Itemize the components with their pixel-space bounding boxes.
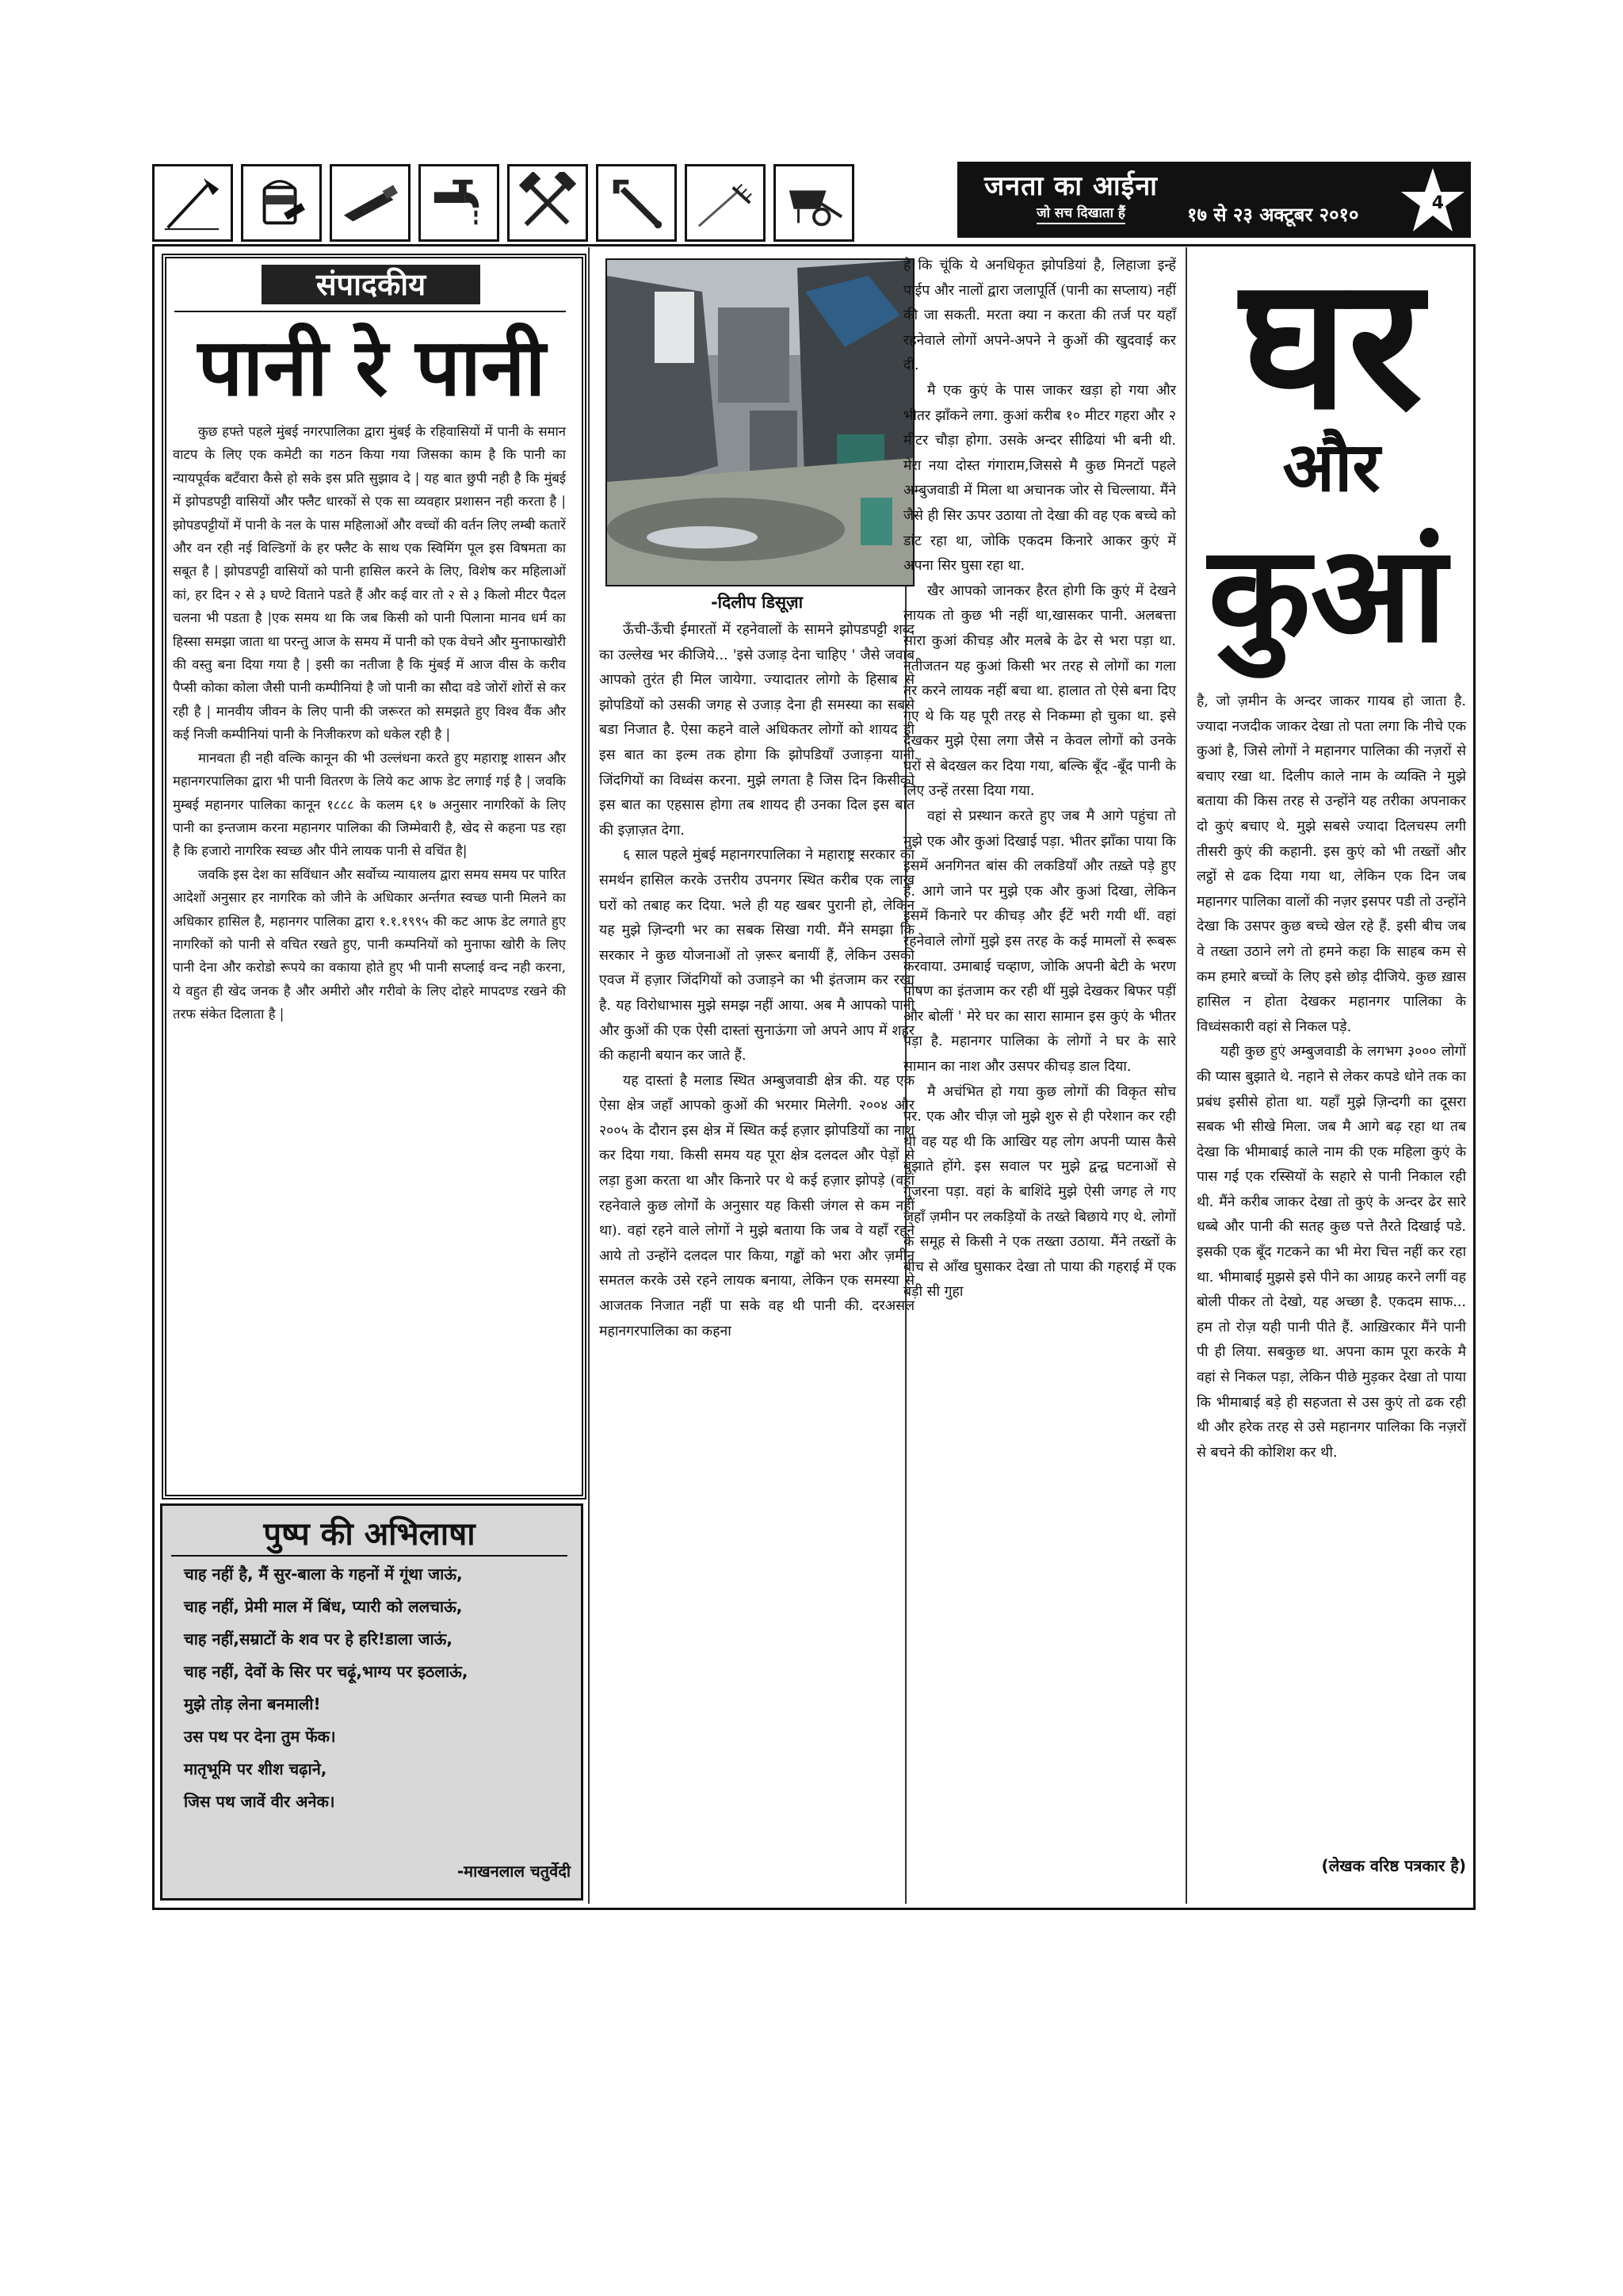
article-paragraph: यही कुछ हुएं अम्बुजवाडी के लगभग ३००० लोगों की प्यास बुझाते थे. नहाने से लेकर कपडे धोने तक का प्रबंध इसीसे होता था. यहाँ मुझे ज़िन्दगी का दूसरा सबक भी सीखे मिला. जब मै आगे बढ़ रहा था तब देखा कि भीमाबाई काले नाम की एक महिला कुएं के पास गई एक रस्सियों के सहारे से पानी निकाल रही थी. मैंने करीब जाकर देखा तो कुएं के अन्दर ढेर सारे धब्बे और पानी की सतह कुछ पत्ते तैरते दिखाई पडे. इसकी एक बूँद गटकने का भी मेरा चित्त नहीं कर रहा था. भीमाबाई मुझसे इसे पीने का आग्रह करने लगीं वह बोली पीकर तो देखो, यह अच्छा है. एकदम साफ... हम तो रोज़ यही पानी पीते हैं. आख़िरकार मैंने पानी पी ही लिया. सबकुछ था. अपना काम पूरा करके मै वहां से निकल पड़ा, लेकिन पीछे मुड़कर देखा तो पाया कि भीमाबाई बड़े ही सहजता से उस कुएं तो ढक रही थी और हरेक तरह से उसे महानगर पालिका कि नज़रों से बचने की कोशिश कर थी. — [1197, 1044, 1466, 1461]
poem-line: चाह नहीं, देवों के सिर पर चढ़ूं,भाग्य पर इठलाऊं, — [184, 1662, 468, 1681]
article-title-aur: और — [1282, 428, 1381, 507]
poem-line: मुझे तोड़ लेना बनमाली! — [184, 1694, 321, 1713]
poem-line: चाह नहीं, प्रेमी माल में बिंध, प्यारी को ललचाऊं, — [184, 1597, 463, 1616]
poem-author: -माखनलाल चतुर्वेदी — [456, 1862, 571, 1881]
poem-line: मातृभूमि पर शीश चढ़ाने, — [184, 1759, 327, 1778]
article-column-4 — [1197, 690, 1466, 1465]
article-title-ghar: घर — [1239, 239, 1423, 450]
article-paragraph: है कि चूंकि ये अनधिकृत झोपडियां है, लिहाजा इन्हें पाईप और नालों द्वारा जलापूर्ति (पानी का सप्लाय) नहीं की जा सकती. मरता क्या न करता की तर्ज पर यहाँ रहनेवाले लोगों अपने-अपने ने कुओं की खुदवाई कर दी. — [903, 258, 1176, 374]
newspaper-name: जनता का आईना — [984, 170, 1158, 202]
hoe-icon — [152, 164, 233, 242]
article-byline: -दिलीप डिसूज़ा — [710, 593, 804, 612]
article-paragraph: यह दास्तां है मलाड स्थित अम्बुजवाडी क्षेत्र की. यह एक ऐसा क्षेत्र जहाँ आपको कुओं की भरमार मिलेगी. २००४ और २००५ के दौरान इस क्षेत्र में स्थित कई हज़ार झोपडियों का नाश कर दिया गया. किसी समय यह पूरा क्षेत्र दलदल और पेड़ों से लड़ा हुआ करता था और किनारे पर थे कई हज़ार झोपड़े (वहां रहनेवाले कुछ लोगोंं के अनुसार यह किसी जंगल से कम नहीं था). वहां रहने वाले लोगों ने मुझे बताया कि जब वे यहाँ रहने आये तो उन्होंने दलदल पार किया, गड्ढों को भरा और ज़मीन समतल करके उसे रहने लायक बनाया, लेकिन एक समस्या से आजतक निजात नहीं पा सके वह थी पानी की. दरअसल महानगरपालिका का कहना — [599, 1072, 915, 1339]
issue-date: १७ से २३ अक्टूबर २०१० — [1187, 204, 1359, 226]
column-divider — [588, 247, 590, 1904]
crossed-hammers-icon — [507, 164, 588, 242]
author-note: (लेखक वरिष्ठ पत्रकार है) — [1321, 1856, 1466, 1875]
page-number: 4 — [1431, 193, 1444, 213]
article-paragraph: है, जो ज़मीन के अन्दर जाकर गायब हो जाता है. ज्यादा नजदीक जाकर देखा तो पता लगा कि नीचे एक कुआं है, जिसे लोगों ने महानगर पालिका की नज़रों से बचाए रखा था. दिलीप काले नाम के व्यक्ति ने मुझे बताया की किस तरह से उन्होंने यह तरीका अपनाकर दो कुएं बचाए थे. मुझे सबसे ज्यादा दिलचस्प लगी तीसरी कुएं की कहानी. इस कुएं को भी तख्तों और लट्ठों से ढक दिया गया था, लेकिन एक दिन जब महानगर पालिका वालों की नज़र इसपर पडी तो उन्होंने देखा कि उसपर कुछ बच्चे खेल रहे हैं. इसी बीच जब वे तख्ता उठाने लगे तो हमने कहा कि साहब कम से कम हमारे बच्चों के लिए इसे छोड़ दीजिये. कुछ ख़ास हासिल न होता देखकर महानगर पालिका के विध्वंसकारी वहां से निकल पड़े. — [1197, 693, 1466, 1035]
poem-title: पुष्प की अभिलाषा — [263, 1516, 475, 1553]
article-paragraph: मै अचंभित हो गया कुछ लोगों की विकृत सोच पर. एक और चीज़ जो मुझे शुरु से ही परेशान कर रही थी वह यह थी कि आखिर यह लोग अपनी प्यास कैसे बुझाते होंगे. इस सवाल पर मुझे द्वन्द्व घटनाओं से गुजरना पड़ा. वहां के बाशिंदे मुझे ऐसी जगह ले गए जहाँ ज़मीन पर लकड़ियों के तख्ते बिछाये गए थे. लोगों के समूह से किसी ने एक तख्ता उठाया. मैंने तख्तों के बीच से आँख घुसाकर देखा तो पाया की गहराई में एक बड़ी सी गुहा — [903, 1083, 1176, 1301]
masthead — [957, 162, 1471, 238]
editorial-body — [173, 420, 566, 1026]
saw-icon — [330, 164, 411, 242]
article-title-kuan: कुआं — [1208, 517, 1447, 672]
water-tap-icon — [418, 164, 499, 242]
article-column-3 — [903, 254, 1176, 1305]
editorial-label: संपादकीय — [262, 265, 480, 304]
editorial-paragraph: कुछ हफ्ते पहले मुंबई नगरपालिका द्वारा मुंबई के रहिवासियों में पानी के समान वाटप के लिए एक कमेटी का गठन किया गया जिसका काम है कि पानी का न्यायपूर्वक बटँवारा कैसे हो सके इस प्रति सुझाव दे | यह बात छुपी नही है कि मुंबई में झोपडपट्टी वासियों और फ्लैट धारकों से एक सा व्यवहार प्रशासन नही करता है | झोपडपट्टीयों में पानी के नल के पास महिलाओं और वच्चों की वर्तन लिए लम्बी कतारें और वन रही नई विल्डिगों के हर फ्लैट के साथ एक स्विमिंग पूल इस विषमता का सबूत है | झोपडपट्टी वासियों को पानी हासिल करने के लिए, विशेष कर महिलाओं कां, हर दिन २ से ३ घण्टे विताने पडते हैं और कई वार तो २ से ३ किलो मीटर पैदल चलना भी पडता है |एक समय था कि जब किसी को पानी पिलाना मानव धर्म का हिस्सा समझा जाता था परन्तु आज के समय में पानी को एक वेचने और मुनाफाखोरी की वस्तु बना दिया गया है | इसी का नतीजा है कि मुंबई में आज वीस के करीव पैप्सी कोका कोला जैसी पानी कम्पीनियां है जो पानी का सौदा वडे जोरों शोरों से कर रही है | मानवीय जीवन के लिए पानी की जरूरत को समझते हुए विश्व वैंक और कई निजी कम्पीनियां पानी के निजीकरण को धकेल रही है | — [173, 424, 566, 743]
article-paragraph: वहां से प्रस्थान करते हुए जब मै आगे पहुंचा तो मुझे एक और कुआं दिखाई पड़ा. भीतर झाँका पाया कि इसमें अनगिनत बांस की लकडियाँ और तख़्ते पड़े हुए हैं. आगे जाने पर मुझे एक और कुआं दिखा, लेकिन इसमें किनारे पर कीचड़ और ईंटें भरी गयी थीं. वहां रहनेवाले लोगों मुझे इस तरह के कई मामलों से रूबरू करवाया. उमाबाई चव्हाण, जोकि अपनी बेटी के भरण पोषण का इंतजाम कर रही थीं मुझे देखकर बिफर पड़ीं और बोलीं ' मेरे घर का सारा सामान इस कुएं के भीतर पड़ा है. महानगर पालिका के लोगों ने घर के सारे सामान का नाश और उसपर कीचड़ डाल दिया. — [903, 808, 1176, 1075]
poem-line: चाह नहीं है, मैं सुर-बाला के गहनों में गूंथा जाऊं, — [184, 1564, 463, 1584]
poem-lines — [184, 1558, 572, 1818]
rake-icon — [685, 164, 766, 242]
poem-line: उस पथ पर देना तुम फेंक। — [184, 1727, 336, 1746]
poem-line: जिस पथ जावें वीर अनेक। — [184, 1792, 335, 1811]
newspaper-tagline: जो सच दिखाता हैं — [1037, 203, 1125, 224]
article-column-2 — [599, 618, 915, 1344]
article-paragraph: ६ साल पहले मुंबई महानगरपालिका ने महाराष्ट्र सरकार का समर्थन हासिल करके उत्तरीय उपनगर स्थित करीब एक लाख घरों को तबाह कर दिया. भले ही यह खबर पुरानी हो, लेकिन यह मुझे ज़िन्दगी भर का सबक सिखा गयी. मैंने समझा कि सरकार ने कुछ योजनाओं तो ज़रूर बनायीं हैं, लेकिन उसकी एवज में हज़ार जिंदगियों को उजाड़ने का भी इंतजाम कर रखा है. यह विरोधाभास मुझे समझ नहीं आया. अब मै आपको पानी और कुओं की एक ऐसी दास्तां सुनाऊंगा जो अपने आप में शहर की कहानी बयान कर जाते हैं. — [599, 847, 915, 1064]
column-divider — [1186, 247, 1187, 1904]
article-paragraph: खैर आपको जानकर हैरत होगी कि कुएं में देखने लायक तो कुछ भी नहीं था,खासकर पानी. अलबत्ता सारा कुआं कीचड़ और मलबे के ढेर से भरा पड़ा था. नतीजतन यह कुआं किसी भर तरह से लोगों का गला तर करने लायक नहीं बचा था. हालात तो ऐसे बना दिए गए थे कि यह पूरी तरह से निकम्मा हो चुका था. इसे देखकर मुझे ऐसा लगा जैसे न केवल लोगों को उनके घरों से बेदखल कर दिया गया, बल्कि बूँद -बूँद पानी के लिए उन्हें तरसा दिया गया. — [903, 583, 1176, 800]
wheelbarrow-icon — [773, 164, 854, 242]
poem-line: चाह नहीं,सम्राटों के शव पर हे हरि!डाला जाऊं, — [184, 1629, 453, 1648]
article-paragraph: मै एक कुएं के पास जाकर खड़ा हो गया और भीतर झाँकने लगा. कुआं करीब १० मीटर गहरा और २ मीटर चौड़ा होगा. उसके अन्दर सीढियां भी बनी थी. मेरा नया दोस्त गंगाराम,जिससे मै कुछ मिनटों पहले अम्बुजवाडी में मिला था अचानक जोर से चिल्लाया. मैंने जैसे ही सिर ऊपर उठाया तो देखा की वह एक बच्चे को डांट रहा था, जोकि एकदम किनारे आकर कुएं में अपना सिर घुसा रहा था. — [903, 382, 1176, 575]
paint-bucket-icon — [241, 164, 322, 242]
editorial-paragraph: जवकि इस देश का सविंधान और सर्वोच्य न्यायालय द्वारा समय समय पर पारित आदेशों अनुसार हर नागरिक को जीने के अधिकार अर्न्तगत स्वच्छ पानी मिलने का अधिकार हासिल है, महानगर पालिका द्वारा १.१.१९९५ की कट आफ डेट लगाते हुए नागरिकों को पानी से वचित रखते हुए, पानी कम्पनियों को मुनाफा खोरी के लिए पानी देना और करोडो रूपये का वकाया होते हुए भी पानी सप्लाई वन्द नही करना, ये वहुत ही खेद जनक है और अमीरो और गरीवो के लिए दोहरे मापदण्ड रखने की तरफ संकेत दिलाता है | — [173, 866, 566, 1022]
poem-rule — [171, 1555, 567, 1557]
editorial-rule — [174, 311, 566, 312]
editorial-headline: पानी रे पानी — [197, 321, 546, 414]
editorial-paragraph: मानवता ही नही वल्कि कानून की भी उल्लंधना करते हुए महाराष्ट्र शासन और महानगरपालिका द्वारा भी पानी वितरण के लिये कट आफ डेट लगाई गई है | जवकि मुम्बई महानगर पालिका कानून १८८८ के कलम ६१ ७ अनुसार नागरिकों के लिए पानी का इन्तजाम करना महानगर पालिका की जिम्मेवारी है, खेद से कहना पड रहा है कि हजारो नागरिक स्वच्छ और पीने लायक पानी से वचिंत है| — [173, 750, 566, 859]
article-paragraph: ऊँची-ऊँची ईमारतों में रहनेवालों के सामने झोपडपट्टी शब्द का उल्लेख भर कीजिये... 'इसे उजाड़ देना चाहिए ' जैसे जवाब आपको तुरंत ही मिल जायेगा. ज्यादातर लोगो के हिसाब से झोपडियों को उसकी जगह से उजाड़ देना ही समस्या का सबसे बडा निजात है. ऐसा कहने वाले अधिकतर लोगों को शायद ही इस बात का इल्म तक होगा कि झोपडियाँ उजाड़ना यानी जिंदगियों का विध्वंस करना. मुझे लगता है जिस दिन किसीको इस बात का एहसास होगा तब शायद ही उनका दिल इस बात की इज़ाज़त देगा. — [599, 622, 915, 839]
tool-icon-strip — [152, 164, 953, 240]
wrench-icon — [596, 164, 677, 242]
slum-photo — [605, 258, 915, 586]
